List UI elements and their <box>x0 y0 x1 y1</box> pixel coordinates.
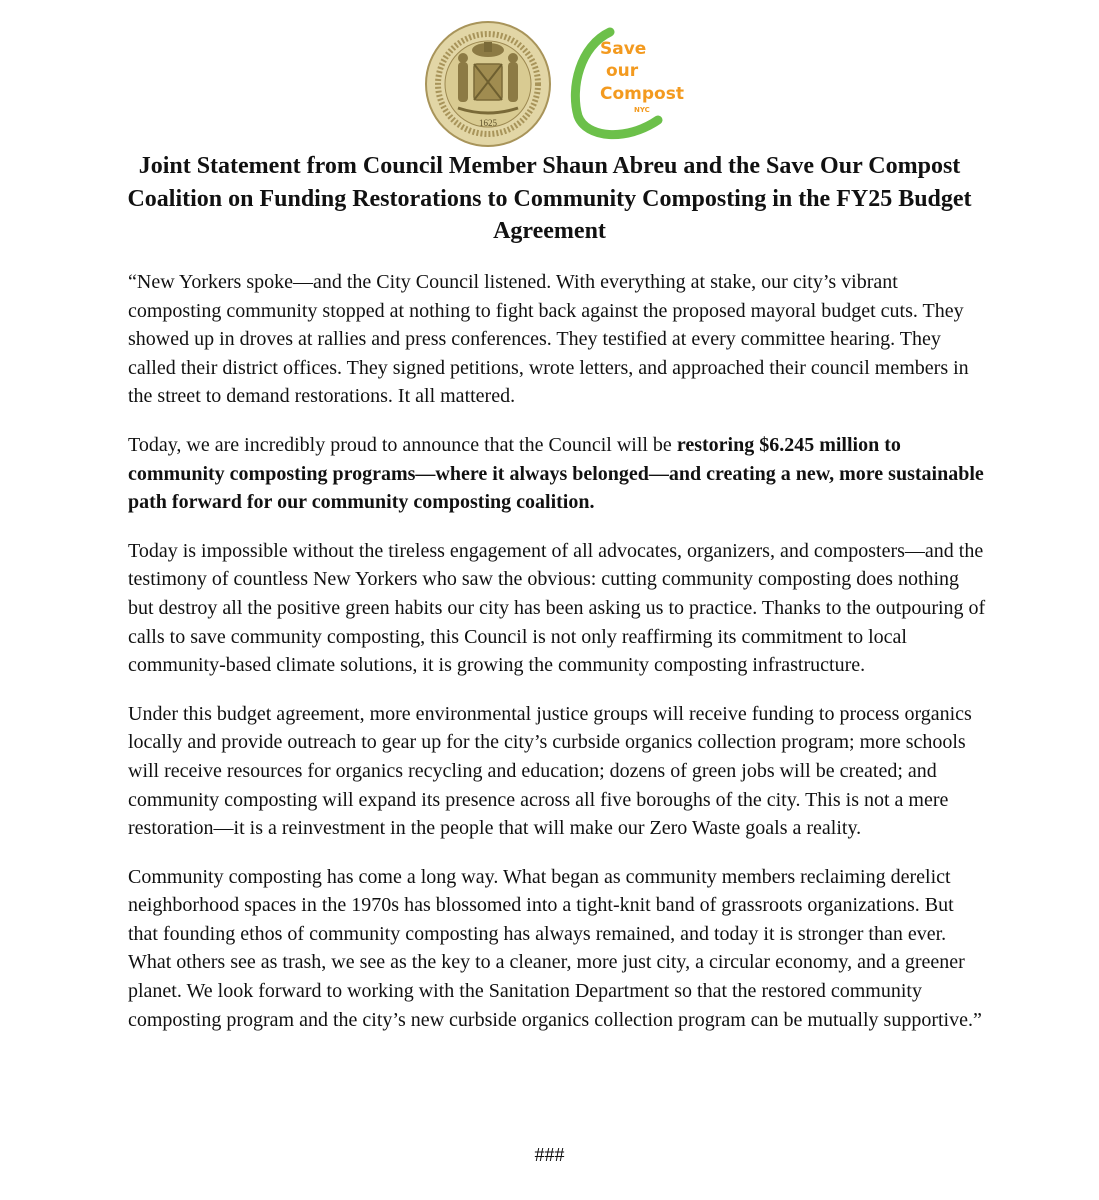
paragraph-1: “New Yorkers spoke—and the City Council listened. With everything at stake, our city’s vibrant composting community stopped at nothing to fight back against the proposed mayoral budget cuts. They showed up in droves at rallies and press conferences. They testified at every committee hearing. They called their district offices. They signed petitions, wrote letters, and approached their council members in the street to demand restorations. It all mattered. <box>128 271 969 408</box>
logo-word-compost: Compost <box>600 84 684 104</box>
logo-word-nyc: NYC <box>634 106 650 114</box>
end-mark: ### <box>534 1144 565 1166</box>
logo-word-save: Save <box>600 39 647 59</box>
nyc-council-seal-icon <box>424 20 552 148</box>
save-our-compost-logo-icon <box>566 26 692 144</box>
paragraph-2-intro: Today, we are incredibly proud to announce that the Council will be <box>128 433 677 456</box>
seal-year: 1625 <box>479 118 497 128</box>
paragraph-2-highlight: restoring $6.245 million to community composting programs—where it always belonged—and creating a new, more sustainable path forward for our community composting coalition. <box>128 433 984 514</box>
logo-header <box>0 20 1099 150</box>
paragraph-3: Today is impossible without the tireless engagement of all advocates, organizers, and composters—and the testimony of countless New Yorkers who saw the obvious: cutting community composting does nothing but destroy all the positive green habits our city has been asking us to practice. Thanks to the outpouring of calls to save community composting, this Council is not only reaffirming its commitment to local community-based climate solutions, it is growing the community composting infrastructure. <box>128 539 986 677</box>
statement-body <box>128 268 988 1054</box>
paragraph-4: Under this budget agreement, more environmental justice groups will receive funding to process organics locally and provide outreach to gear up for the city’s curbside organics collection program; more schools will receive resources for organics recycling and education; dozens of green jobs will be created; and community composting will expand its presence across all five boroughs of the city. This is not a mere restoration—it is a reinvestment in the people that will make our Zero Waste goals a reality. <box>128 702 972 840</box>
paragraph-2 <box>128 431 988 517</box>
statement-title: Joint Statement from Council Member Shaun Abreu and the Save Our Compost Coalition on Funding Restorations to Community Composting in the FY25 Budget Agreement <box>127 153 972 244</box>
logo-word-our: our <box>606 61 639 81</box>
paragraph-5: Community composting has come a long way. What began as community members reclaiming derelict neighborhood spaces in the 1970s has blossomed into a tight-knit band of grassroots organizations. But that founding ethos of community composting has always remained, and today it is stronger than ever. What others see as trash, we see as the key to a cleaner, more just city, a circular economy, and a greener planet. We look forward to working with the Sanitation Department so that the restored community composting program and the city’s new curbside organics collection program can be mutually supportive.” <box>128 865 982 1031</box>
